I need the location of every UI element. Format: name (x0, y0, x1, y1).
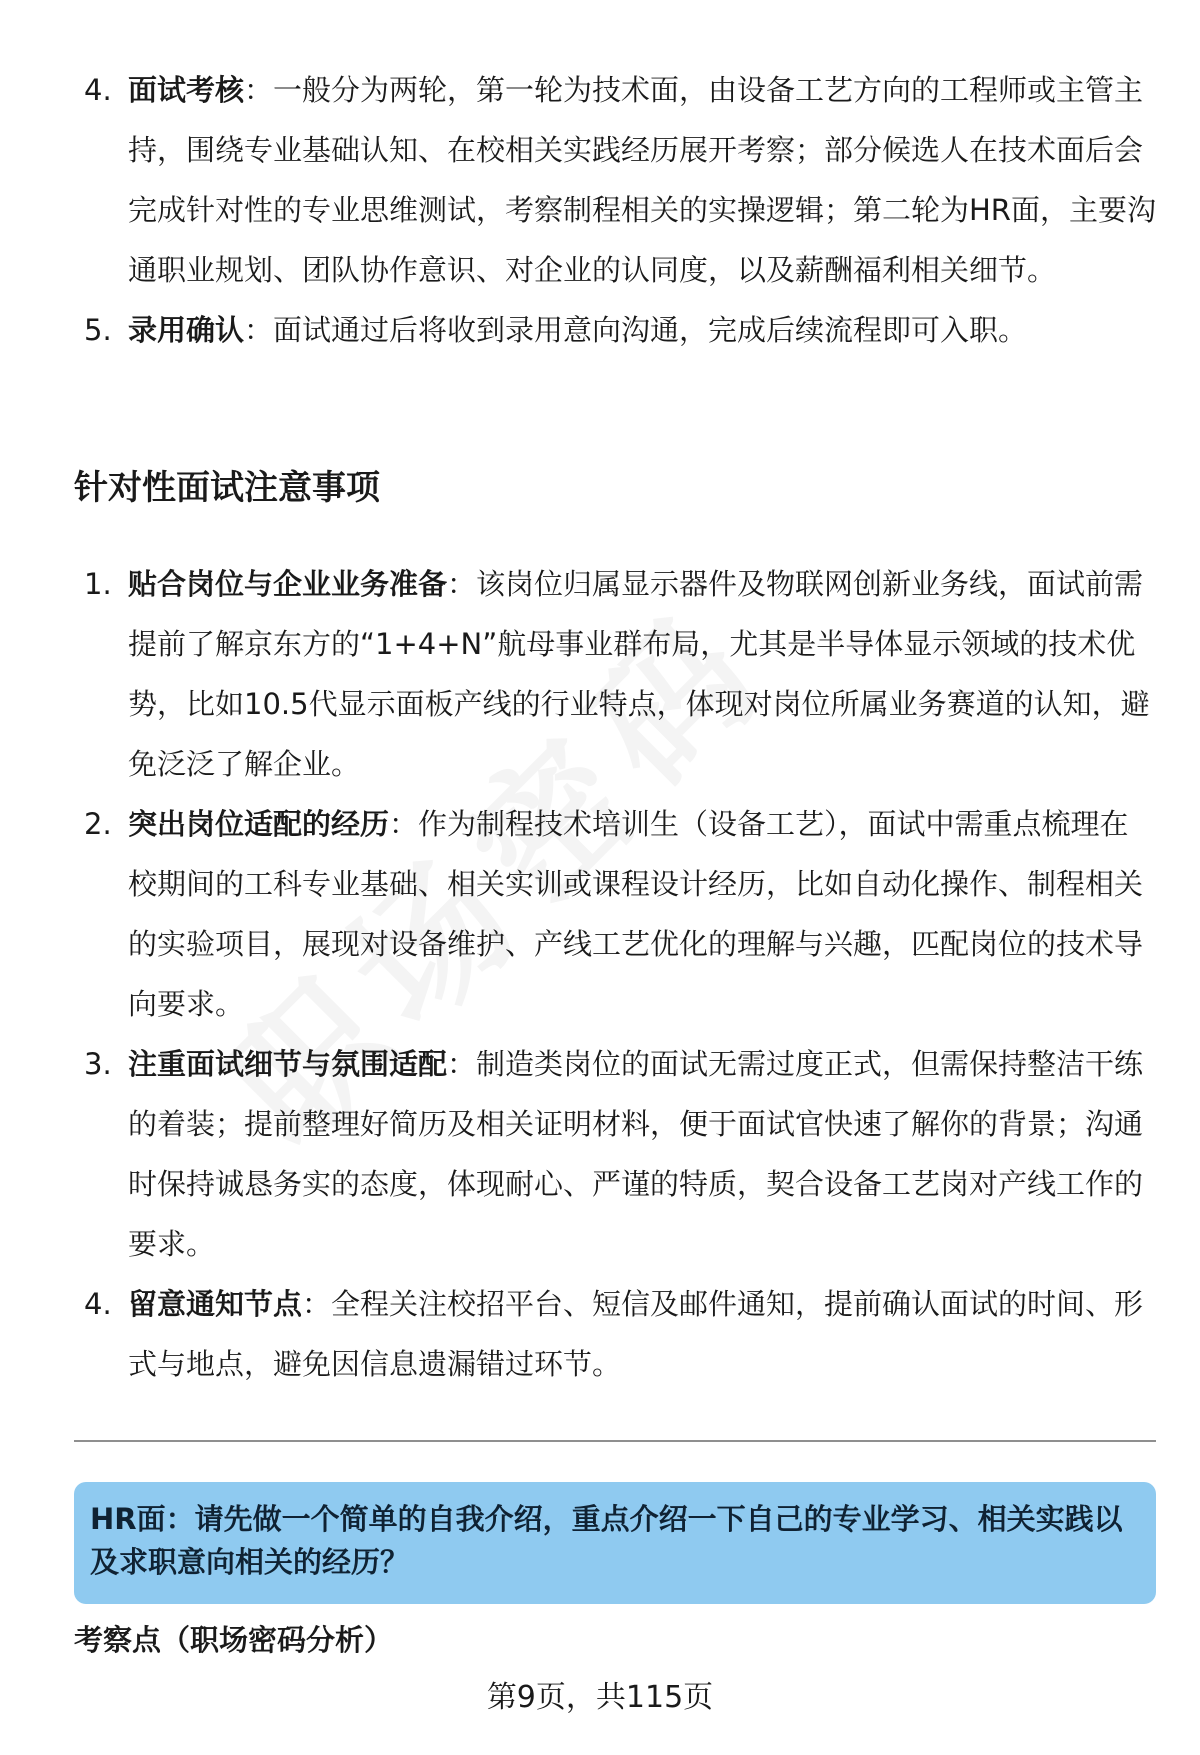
list-colon: ： (302, 1287, 332, 1321)
list-text: 面试通过后将收到录用意向沟通，完成后续流程即可入职。 (273, 313, 1028, 347)
list-colon: ： (447, 567, 477, 601)
list-term: 录用确认 (128, 313, 245, 347)
list-colon: ： (244, 73, 274, 107)
list-number: 3. (84, 1047, 112, 1081)
list-number: 2. (84, 807, 112, 841)
page-number: 第9页，共115页 (486, 1680, 714, 1715)
list-item (0, 1034, 1200, 1274)
section-divider (74, 1440, 1156, 1442)
list-item (0, 794, 1200, 1034)
list-number: 4. (84, 73, 112, 107)
analysis-subheading: 考察点（职场密码分析） (74, 1623, 394, 1657)
list-text: 该岗位归属显示器件及物联网创新业务线，面试前需提前了解京东方的“1+4+N”航母事业群布局，尤其是半导体显示领域的技术优势，比如10.5代显示面板产线的行业特点，体现对岗位所属业务赛道的认知，避免泛泛了解企业。 (128, 567, 1150, 781)
question-callout (74, 1482, 1156, 1604)
list-term: 注重面试细节与氛围适配 (128, 1047, 448, 1081)
section-heading: 针对性面试注意事项 (74, 468, 380, 508)
question-text: HR面：请先做一个简单的自我介绍，重点介绍一下自己的专业学习、相关实践以及求职意向相关的经历？ (90, 1502, 1123, 1579)
list-item (0, 1274, 1200, 1394)
list-item (0, 300, 1200, 360)
list-number: 1. (84, 567, 112, 601)
list-colon: ： (389, 807, 419, 841)
list-term: 面试考核 (128, 73, 245, 107)
list-term: 贴合岗位与企业业务准备 (128, 567, 448, 601)
list-item (0, 60, 1200, 300)
list-text: 全程关注校招平台、短信及邮件通知，提前确认面试的时间、形式与地点，避免因信息遗漏错过环节。 (128, 1287, 1144, 1381)
list-colon: ： (447, 1047, 477, 1081)
list-term: 突出岗位适配的经历 (128, 807, 390, 841)
list-colon: ： (244, 313, 274, 347)
list-text: 作为制程技术培训生（设备工艺），面试中需重点梳理在校期间的工科专业基础、相关实训或课程设计经历，比如自动化操作、制程相关的实验项目，展现对设备维护、产线工艺优化的理解与兴趣，匹配岗位的技术导向要求。 (128, 807, 1144, 1021)
tips-list (0, 554, 1200, 1394)
list-text: 一般分为两轮，第一轮为技术面，由设备工艺方向的工程师或主管主持，围绕专业基础认知、在校相关实践经历展开考察；部分候选人在技术面后会完成针对性的专业思维测试，考察制程相关的实操逻辑；第二轮为HR面，主要沟通职业规划、团队协作意识、对企业的认同度，以及薪酬福利相关细节。 (128, 73, 1156, 287)
list-item (0, 554, 1200, 794)
process-list (0, 60, 1200, 360)
list-number: 4. (84, 1287, 112, 1321)
list-term: 留意通知节点 (128, 1287, 303, 1321)
list-number: 5. (84, 313, 112, 347)
list-text: 制造类岗位的面试无需过度正式，但需保持整洁干练的着装；提前整理好简历及相关证明材料，便于面试官快速了解你的背景；沟通时保持诚恳务实的态度，体现耐心、严谨的特质，契合设备工艺岗对产线工作的要求。 (128, 1047, 1144, 1261)
